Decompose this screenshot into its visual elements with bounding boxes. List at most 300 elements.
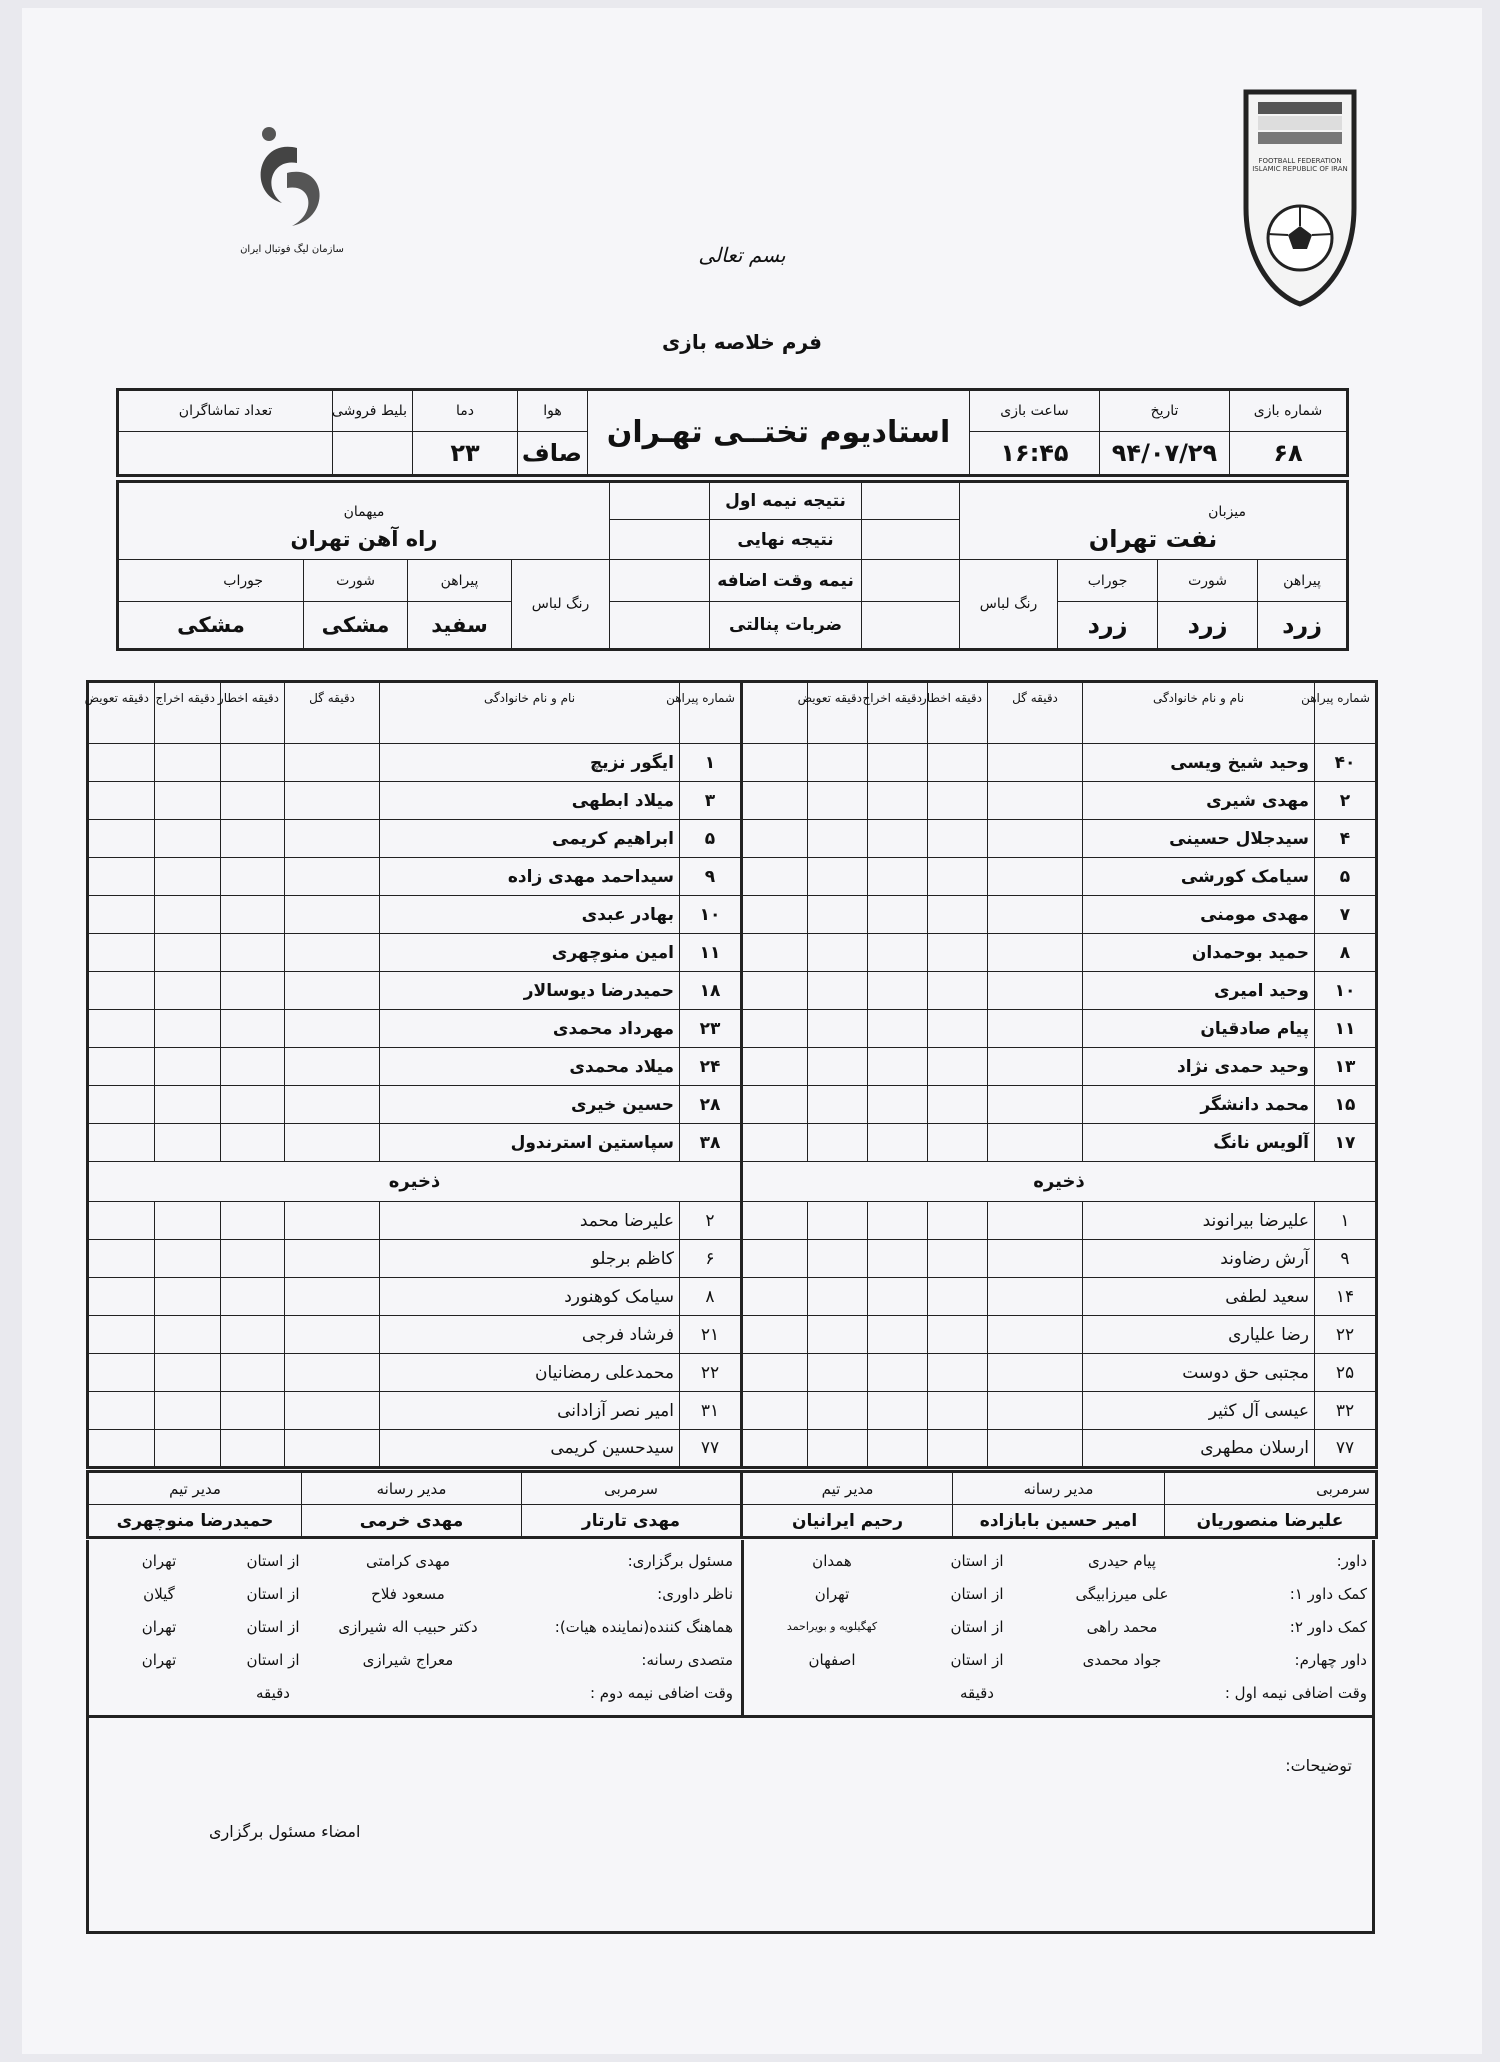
host-minute-cell[interactable] <box>988 782 1083 820</box>
host-minute-cell[interactable] <box>988 1278 1083 1316</box>
notes-label: توضیحات: <box>1285 1756 1352 1775</box>
guest-minute-cell[interactable] <box>285 1048 380 1086</box>
guest-minute-cell[interactable] <box>155 1010 221 1048</box>
host-minute-cell[interactable] <box>988 972 1083 1010</box>
guest-minute-cell[interactable] <box>155 1086 221 1124</box>
guest-minute-cell[interactable] <box>221 744 285 782</box>
host-minute-cell[interactable] <box>808 1392 868 1430</box>
organizer-from-label: از استان <box>246 1650 300 1669</box>
guest-minute-cell[interactable] <box>88 1278 155 1316</box>
guest-minute-cell[interactable] <box>221 1010 285 1048</box>
organizer-added-time-blank <box>90 1676 228 1709</box>
host-minute-cell[interactable] <box>808 1086 868 1124</box>
guest-minute-cell[interactable] <box>155 858 221 896</box>
guest-minute-cell[interactable] <box>221 1278 285 1316</box>
host-minute-cell[interactable] <box>808 1048 868 1086</box>
guest-minute-cell[interactable] <box>155 1048 221 1086</box>
guest-minute-cell[interactable] <box>155 1392 221 1430</box>
host-minute-cell[interactable] <box>868 1430 928 1468</box>
host-minute-cell[interactable] <box>928 1430 988 1468</box>
host-player-name: مهدی مومنی <box>1083 896 1315 934</box>
host-starter-row <box>742 744 1377 782</box>
host-shirt-no: ۸ <box>1315 934 1377 972</box>
host-shirt-no: ۳۲ <box>1315 1392 1377 1430</box>
host-shirt-no: ۹ <box>1315 1240 1377 1278</box>
guest-minute-cell[interactable] <box>88 1010 155 1048</box>
guest-minute-cell[interactable] <box>285 858 380 896</box>
guest-player-name: ایگور نزیچ <box>380 744 680 782</box>
guest-minute-cell[interactable] <box>155 972 221 1010</box>
host-minute-cell[interactable] <box>928 744 988 782</box>
guest-minute-cell[interactable] <box>285 1430 380 1468</box>
match-no-value: ۶۸ <box>1230 432 1348 476</box>
guest-minute-cell[interactable] <box>88 1354 155 1392</box>
guest-minute-cell[interactable] <box>285 1124 380 1162</box>
host-player-name: مهدی شیری <box>1083 782 1315 820</box>
host-minute-cell[interactable] <box>988 1124 1083 1162</box>
host-player-name: وحید امیری <box>1083 972 1315 1010</box>
host-minute-cell[interactable] <box>868 1124 928 1162</box>
organizer-added-time-row <box>90 1676 738 1709</box>
guest-half-score <box>610 482 710 520</box>
host-reserve-row <box>742 1392 1377 1430</box>
guest-minute-cell[interactable] <box>155 896 221 934</box>
guest-minute-cell[interactable] <box>221 1430 285 1468</box>
guest-minute-cell[interactable] <box>285 820 380 858</box>
guest-minute-cell[interactable] <box>285 1086 380 1124</box>
guest-player-name: حسین خیری <box>380 1086 680 1124</box>
host-minute-cell[interactable] <box>928 1202 988 1240</box>
host-player-name: وحید شیخ ویسی <box>1083 744 1315 782</box>
guest-minute-cell[interactable] <box>88 972 155 1010</box>
referee-row <box>742 1643 1372 1676</box>
host-player-name: مجتبی حق دوست <box>1083 1354 1315 1392</box>
host-shirt-no: ۲۵ <box>1315 1354 1377 1392</box>
host-socks-label: جوراب <box>1058 560 1158 602</box>
guest-minute-cell[interactable] <box>155 820 221 858</box>
referee-name: پیام حیدری <box>1088 1551 1156 1570</box>
referee-province: تهران <box>814 1584 850 1603</box>
host-minute-cell[interactable] <box>988 1086 1083 1124</box>
host-minute-cell[interactable] <box>988 744 1083 782</box>
host-minute-cell[interactable] <box>742 1202 808 1240</box>
guest-minute-cell[interactable] <box>221 934 285 972</box>
host-reserve-row <box>742 1430 1377 1468</box>
host-minute-cell[interactable] <box>742 1124 808 1162</box>
organizer-province: تهران <box>141 1650 177 1669</box>
guest-reserve-row <box>88 1316 742 1354</box>
host-minute-cell[interactable] <box>742 1392 808 1430</box>
guest-shirt-no: ۵ <box>680 820 742 858</box>
guest-name-header: نام و نام خانوادگی <box>380 682 680 744</box>
host-shirt-color: زرد <box>1258 602 1348 650</box>
guest-player-name: ابراهیم کریمی <box>380 820 680 858</box>
host-minute-cell[interactable] <box>742 934 808 972</box>
host-minute-cell[interactable] <box>928 896 988 934</box>
guest-kit-label: رنگ لباس <box>512 560 610 650</box>
host-shirt-no: ۷۷ <box>1315 1430 1377 1468</box>
host-minute-cell[interactable] <box>808 896 868 934</box>
guest-socks-color: مشکی <box>118 602 304 650</box>
host-minute-cell[interactable] <box>928 1086 988 1124</box>
guest-starter-row <box>88 896 742 934</box>
guest-starter-row <box>88 744 742 782</box>
guest-starter-row <box>88 934 742 972</box>
guest-shirt-no: ۳۱ <box>680 1392 742 1430</box>
guest-minute-cell[interactable] <box>285 1316 380 1354</box>
referee-province: همدان <box>812 1551 852 1570</box>
host-minute-cell[interactable] <box>742 972 808 1010</box>
guest-minute-cell[interactable] <box>285 1010 380 1048</box>
host-minute-cell[interactable] <box>928 1240 988 1278</box>
ffiri-emblem-text: FOOTBALL FEDERATION ISLAMIC REPUBLIC OF IRAN <box>1252 157 1348 173</box>
guest-shirt-no: ۱ <box>680 744 742 782</box>
guest-minute-cell[interactable] <box>285 744 380 782</box>
match-no-label: شماره بازی <box>1230 390 1348 432</box>
guest-shirt-label: پیراهن <box>408 560 512 602</box>
host-minute-cell[interactable] <box>988 820 1083 858</box>
guest-shirt-no: ۱۱ <box>680 934 742 972</box>
host-minute-cell[interactable] <box>988 1240 1083 1278</box>
host-minute-cell[interactable] <box>988 858 1083 896</box>
host-player-name: حمید بوحمدان <box>1083 934 1315 972</box>
guest-player-name: بهادر عبدی <box>380 896 680 934</box>
guest-minute-cell[interactable] <box>285 896 380 934</box>
host-minute-cell[interactable] <box>808 782 868 820</box>
signature-label: امضاء مسئول برگزاری <box>209 1822 361 1841</box>
guest-player-name: سیدحسین کریمی <box>380 1430 680 1468</box>
host-shirt-no: ۱۵ <box>1315 1086 1377 1124</box>
host-sub-header: دقیقه تعویض <box>808 682 868 744</box>
host-goal-header: دقیقه گل <box>988 682 1083 744</box>
guest-starter-row <box>88 1124 742 1162</box>
guest-minute-cell[interactable] <box>155 1240 221 1278</box>
host-minute-cell[interactable] <box>808 934 868 972</box>
host-minute-cell[interactable] <box>808 1010 868 1048</box>
host-reserve-row <box>742 1278 1377 1316</box>
host-minute-cell[interactable] <box>928 1392 988 1430</box>
host-shirt-no: ۵ <box>1315 858 1377 896</box>
host-minute-cell[interactable] <box>742 820 808 858</box>
host-socks-color: زرد <box>1058 602 1158 650</box>
guest-minute-cell[interactable] <box>285 782 380 820</box>
host-minute-cell[interactable] <box>868 782 928 820</box>
guest-minute-cell[interactable] <box>155 1124 221 1162</box>
guest-minute-cell[interactable] <box>155 1354 221 1392</box>
guest-minute-cell[interactable] <box>221 1392 285 1430</box>
kickoff-value: ۱۶:۴۵ <box>970 432 1100 476</box>
guest-player-name: حمیدرضا دیوسالار <box>380 972 680 1010</box>
guest-minute-cell[interactable] <box>88 1086 155 1124</box>
referees-body <box>742 1544 1372 1709</box>
host-minute-cell[interactable] <box>808 1316 868 1354</box>
guest-minute-cell[interactable] <box>88 1392 155 1430</box>
host-minute-cell[interactable] <box>868 820 928 858</box>
guest-header-row <box>88 682 742 744</box>
host-minute-cell[interactable] <box>988 1430 1083 1468</box>
league-org-text: سازمان لیگ فوتبال ایران <box>240 244 344 255</box>
host-minute-cell[interactable] <box>928 1278 988 1316</box>
guest-manager-name: حمیدرضا منوچهری <box>88 1505 302 1538</box>
guest-shirt-no: ۲۸ <box>680 1086 742 1124</box>
guest-minute-cell[interactable] <box>155 1278 221 1316</box>
guest-minute-cell[interactable] <box>155 744 221 782</box>
host-minute-cell[interactable] <box>928 1354 988 1392</box>
host-minute-cell[interactable] <box>928 782 988 820</box>
host-player-name: سیامک کورشی <box>1083 858 1315 896</box>
host-minute-cell[interactable] <box>868 896 928 934</box>
guest-minute-cell[interactable] <box>221 1316 285 1354</box>
guest-socks-label: جوراب <box>118 560 304 602</box>
guest-team-name: راه آهن تهران <box>118 520 610 560</box>
host-name-header: نام و نام خانوادگی <box>1083 682 1315 744</box>
host-minute-cell[interactable] <box>808 1202 868 1240</box>
guest-minute-cell[interactable] <box>155 1202 221 1240</box>
host-shirt-no: ۱۳ <box>1315 1048 1377 1086</box>
guest-starter-row <box>88 1010 742 1048</box>
host-warning-header: دقیقه اخطار <box>928 682 988 744</box>
guest-sub-header: دقیقه تعویض <box>88 682 155 744</box>
host-minute-cell[interactable] <box>988 1316 1083 1354</box>
guest-shirt-no: ۱۸ <box>680 972 742 1010</box>
guest-minute-cell[interactable] <box>221 1048 285 1086</box>
host-extra-score <box>862 560 960 602</box>
host-minute-cell[interactable] <box>988 934 1083 972</box>
organizer-from-label: از استان <box>246 1584 300 1603</box>
referee-added-time-row <box>742 1676 1372 1709</box>
guest-minute-cell[interactable] <box>88 934 155 972</box>
guest-minute-cell[interactable] <box>221 820 285 858</box>
guest-shirt-no: ۹ <box>680 858 742 896</box>
guest-minute-cell[interactable] <box>285 934 380 972</box>
guest-minute-cell[interactable] <box>88 1240 155 1278</box>
guest-minute-cell[interactable] <box>88 858 155 896</box>
guest-shirt-no: ۷۷ <box>680 1430 742 1468</box>
guest-minute-cell[interactable] <box>88 1202 155 1240</box>
guest-shorts-color: مشکی <box>304 602 408 650</box>
host-minute-cell[interactable] <box>808 1354 868 1392</box>
guest-minute-cell[interactable] <box>88 1316 155 1354</box>
guest-goal-header: دقیقه گل <box>285 682 380 744</box>
guest-minute-cell[interactable] <box>88 1430 155 1468</box>
referee-from-label: از استان <box>950 1617 1004 1636</box>
host-player-name: عیسی آل کثیر <box>1083 1392 1315 1430</box>
league-swirl-icon <box>227 118 357 238</box>
guest-shirt-no: ۳۸ <box>680 1124 742 1162</box>
host-minute-cell[interactable] <box>868 1010 928 1048</box>
guest-minute-cell[interactable] <box>155 1316 221 1354</box>
guest-shirt-no: ۲۲ <box>680 1354 742 1392</box>
host-minute-cell[interactable] <box>868 1354 928 1392</box>
host-minute-cell[interactable] <box>742 744 808 782</box>
host-minute-cell[interactable] <box>742 1354 808 1392</box>
host-half-score <box>862 482 960 520</box>
referee-row <box>742 1610 1372 1643</box>
host-minute-cell[interactable] <box>988 1048 1083 1086</box>
guest-minute-cell[interactable] <box>88 782 155 820</box>
guest-minute-cell[interactable] <box>88 896 155 934</box>
guest-minute-cell[interactable] <box>155 1430 221 1468</box>
host-starter-row <box>742 896 1377 934</box>
guest-shirt-color: سفید <box>408 602 512 650</box>
match-info-table <box>116 388 1349 477</box>
guest-reserve-row <box>88 1278 742 1316</box>
host-minute-cell[interactable] <box>742 782 808 820</box>
host-minute-cell[interactable] <box>928 1124 988 1162</box>
guest-minute-cell[interactable] <box>221 972 285 1010</box>
guest-minute-cell[interactable] <box>221 1202 285 1240</box>
host-shirt-no: ۱۱ <box>1315 1010 1377 1048</box>
guest-player-name: سیامک کوهنورد <box>380 1278 680 1316</box>
guest-minute-cell[interactable] <box>285 972 380 1010</box>
organizer-province: گیلان <box>143 1584 175 1603</box>
host-minute-cell[interactable] <box>988 1354 1083 1392</box>
guest-player-name: محمدعلی رمضانیان <box>380 1354 680 1392</box>
host-shirt-no: ۴ <box>1315 820 1377 858</box>
referee-row <box>742 1544 1372 1577</box>
host-shirt-no: ۱۴ <box>1315 1278 1377 1316</box>
host-minute-cell[interactable] <box>808 1124 868 1162</box>
date-value: ۹۴/۰۷/۲۹ <box>1100 432 1230 476</box>
host-kit-label: رنگ لباس <box>960 560 1058 650</box>
guest-minute-cell[interactable] <box>221 1086 285 1124</box>
guest-minute-cell[interactable] <box>221 896 285 934</box>
guest-minute-cell[interactable] <box>285 1240 380 1278</box>
host-minute-cell[interactable] <box>868 1392 928 1430</box>
guest-minute-cell[interactable] <box>88 820 155 858</box>
guest-starter-row <box>88 820 742 858</box>
host-minute-cell[interactable] <box>742 896 808 934</box>
guest-minute-cell[interactable] <box>285 1392 380 1430</box>
host-minute-cell[interactable] <box>868 744 928 782</box>
host-starter-row <box>742 820 1377 858</box>
host-minute-cell[interactable] <box>742 858 808 896</box>
penalties-label: ضربات پنالتی <box>710 602 862 650</box>
host-minute-cell[interactable] <box>742 1010 808 1048</box>
guest-reserves-label: ذخیره <box>88 1162 742 1202</box>
host-starter-row <box>742 1048 1377 1086</box>
guest-shorts-label: شورت <box>304 560 408 602</box>
referee-role: کمک داور ۲: <box>1289 1617 1367 1636</box>
guest-minute-cell[interactable] <box>221 1240 285 1278</box>
guest-player-name: فرشاد فرجی <box>380 1316 680 1354</box>
guest-starter-row <box>88 782 742 820</box>
host-minute-cell[interactable] <box>928 972 988 1010</box>
host-minute-cell[interactable] <box>928 820 988 858</box>
host-minute-cell[interactable] <box>742 1086 808 1124</box>
guest-minute-cell[interactable] <box>285 1202 380 1240</box>
referee-name: جواد محمدی <box>1082 1650 1162 1669</box>
guest-starter-row <box>88 972 742 1010</box>
guest-reserve-row <box>88 1240 742 1278</box>
host-reserves-row <box>742 1162 1377 1202</box>
kickoff-label: ساعت بازی <box>970 390 1100 432</box>
host-manager-name: رحیم ایرانیان <box>742 1505 953 1538</box>
host-minute-cell[interactable] <box>868 1316 928 1354</box>
guest-player-name: میلاد ابطهی <box>380 782 680 820</box>
guest-minute-cell[interactable] <box>155 782 221 820</box>
weather-label: هوا <box>518 390 588 432</box>
guest-minute-cell[interactable] <box>221 782 285 820</box>
guest-minute-cell[interactable] <box>221 1124 285 1162</box>
guest-minute-cell[interactable] <box>285 1354 380 1392</box>
guest-coach-label: سرمربی <box>522 1472 742 1505</box>
organizer-row <box>90 1610 738 1643</box>
guest-reserve-row <box>88 1430 742 1468</box>
host-minute-cell[interactable] <box>868 972 928 1010</box>
host-minute-cell[interactable] <box>742 1240 808 1278</box>
guest-extra-score <box>610 560 710 602</box>
host-minute-cell[interactable] <box>868 1278 928 1316</box>
host-minute-cell[interactable] <box>928 1010 988 1048</box>
host-minute-cell[interactable] <box>808 1278 868 1316</box>
host-minute-cell[interactable] <box>808 858 868 896</box>
host-shirt-no: ۲ <box>1315 782 1377 820</box>
host-minute-cell[interactable] <box>742 1278 808 1316</box>
host-minute-cell[interactable] <box>988 1202 1083 1240</box>
guest-minute-cell[interactable] <box>155 934 221 972</box>
guest-minute-cell[interactable] <box>88 744 155 782</box>
host-minute-cell[interactable] <box>868 1240 928 1278</box>
host-minute-cell[interactable] <box>868 1202 928 1240</box>
host-minute-cell[interactable] <box>742 1430 808 1468</box>
organizer-role: مسئول برگزاری: <box>627 1551 733 1570</box>
guest-minute-cell[interactable] <box>221 1354 285 1392</box>
guest-minute-cell[interactable] <box>285 1278 380 1316</box>
host-shirt-no: ۱۷ <box>1315 1124 1377 1162</box>
host-minute-cell[interactable] <box>928 858 988 896</box>
guest-minute-cell[interactable] <box>88 1048 155 1086</box>
host-minute-cell[interactable] <box>808 1430 868 1468</box>
host-minute-cell[interactable] <box>808 820 868 858</box>
host-shorts-label: شورت <box>1158 560 1258 602</box>
organizer-role: متصدی رسانه: <box>641 1650 733 1669</box>
guest-minute-cell[interactable] <box>221 858 285 896</box>
host-minute-cell[interactable] <box>928 934 988 972</box>
referee-added-time-minute: دقیقه <box>959 1683 994 1702</box>
host-minute-cell[interactable] <box>988 896 1083 934</box>
guest-shirt-no: ۲۳ <box>680 1010 742 1048</box>
host-minute-cell[interactable] <box>742 1316 808 1354</box>
host-minute-cell[interactable] <box>808 1240 868 1278</box>
host-label: میزبان <box>960 482 1348 520</box>
notes-box <box>86 1716 1375 1934</box>
organizer-name: دکتر حبیب اله شیرازی <box>338 1617 478 1636</box>
host-shirt-no: ۴۰ <box>1315 744 1377 782</box>
guest-minute-cell[interactable] <box>88 1124 155 1162</box>
organizer-name: مهدی کرامتی <box>366 1551 450 1570</box>
host-minute-cell[interactable] <box>868 934 928 972</box>
host-shirt-no: ۷ <box>1315 896 1377 934</box>
host-minute-cell[interactable] <box>928 1048 988 1086</box>
host-minute-cell[interactable] <box>868 858 928 896</box>
host-coach-name: علیرضا منصوریان <box>1165 1505 1377 1538</box>
host-player-name: پیام صادقیان <box>1083 1010 1315 1048</box>
host-minute-cell[interactable] <box>928 1316 988 1354</box>
host-minute-cell[interactable] <box>988 1392 1083 1430</box>
guest-shirt-no: ۲۴ <box>680 1048 742 1086</box>
host-minute-cell[interactable] <box>742 1048 808 1086</box>
extra-half-label: نیمه وقت اضافه <box>710 560 862 602</box>
host-minute-cell[interactable] <box>988 1010 1083 1048</box>
host-minute-cell[interactable] <box>868 1048 928 1086</box>
host-player-name: آرش رضاوند <box>1083 1240 1315 1278</box>
organizer-from-label: از استان <box>246 1617 300 1636</box>
host-starter-row <box>742 1086 1377 1124</box>
host-minute-cell[interactable] <box>868 1086 928 1124</box>
host-minute-cell[interactable] <box>808 972 868 1010</box>
host-minute-cell[interactable] <box>808 744 868 782</box>
